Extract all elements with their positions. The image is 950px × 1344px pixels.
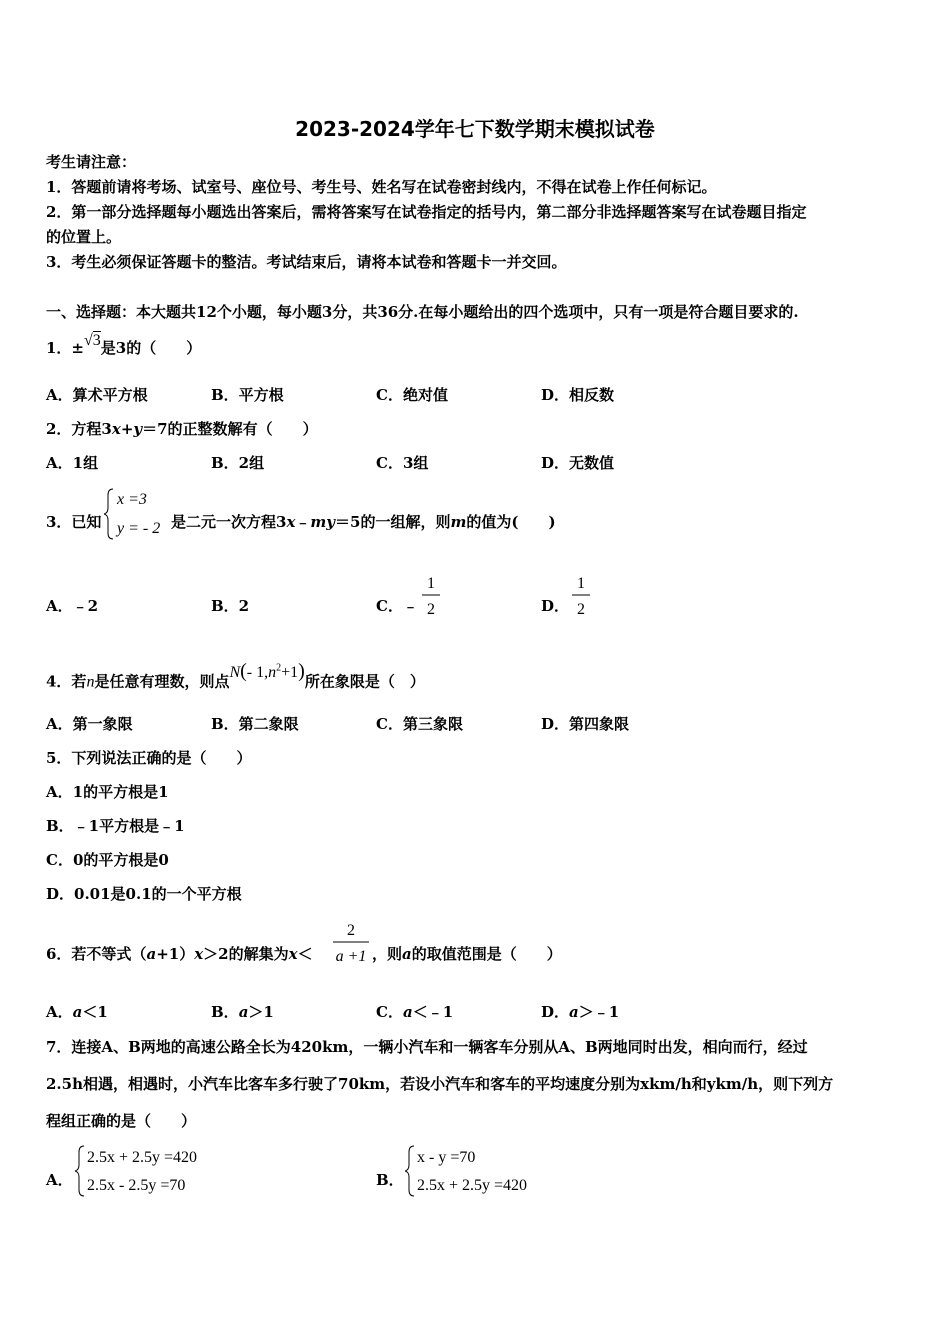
q4-point-name: N <box>229 664 241 682</box>
q1-radicand: 3 <box>92 332 101 349</box>
q6-var-x: x <box>194 945 204 963</box>
page-title: 2023-2024学年七下数学期末模拟试卷 <box>295 117 655 141</box>
q3-option-d-fraction <box>570 571 592 621</box>
q7b-line2: 2.5x + 2.5y =420 <box>417 1177 528 1194</box>
option-rest: ＜1 <box>82 1003 108 1021</box>
brace <box>75 1146 84 1196</box>
q2-option-c[interactable]: C．3组 <box>376 454 429 472</box>
q4-option-c[interactable]: C．第三象限 <box>376 715 463 733</box>
q2-text: ＝7的正整数解有（ ） <box>142 420 318 438</box>
q3-var-my: my <box>310 513 336 531</box>
option-label: A． <box>46 1003 73 1021</box>
q4-var-n: n <box>86 673 95 691</box>
option-label: B． <box>211 1003 239 1021</box>
q5-option-a[interactable]: A．1的平方根是1 <box>46 783 169 801</box>
q3-text: 的值为( ) <box>466 513 556 531</box>
notice-item: 2．第一部分选择题每小题选出答案后，需将答案写在试卷指定的括号内，第二部分非选择题答案写在试卷题目指定 <box>46 203 807 221</box>
question-4 <box>46 660 425 692</box>
q6-text: ＜ <box>297 945 313 963</box>
question-7-line: 程组正确的是（ ） <box>46 1112 197 1130</box>
q2-var-x: x <box>111 420 121 438</box>
option-rest: ＜﹣1 <box>412 1003 454 1021</box>
q7-option-a-label[interactable]: A． <box>46 1171 73 1189</box>
q4-point-y: +1 <box>281 664 299 682</box>
q4-option-b[interactable]: B．第二象限 <box>211 715 299 733</box>
q3-option-b[interactable]: B．2 <box>211 597 250 615</box>
q7-option-b-system[interactable] <box>405 1143 565 1199</box>
q7-option-a-system[interactable] <box>75 1143 235 1199</box>
brace <box>104 489 113 539</box>
notice-item: 的位置上。 <box>46 228 122 246</box>
question-7-line: 2.5h相遇，相遇时，小汽车比客车多行驶了70km，若设小汽车和客车的平均速度分别为xkm/h和ykm/h，则下列方 <box>46 1075 834 1093</box>
q1-prefix: 1．± <box>46 339 85 357</box>
q1-option-d[interactable]: D．相反数 <box>541 386 615 404</box>
option-rest: ＞﹣1 <box>578 1003 620 1021</box>
q2-text: + <box>120 420 134 438</box>
option-var: a <box>402 1003 413 1021</box>
q6-var-a: a <box>146 945 157 963</box>
q3-sys-line2: y = - 2 <box>117 520 161 537</box>
q3-text: ＝5的一组解，则 <box>335 513 451 531</box>
q7b-line1: x - y =70 <box>417 1149 476 1166</box>
q1-option-c[interactable]: C．绝对值 <box>376 386 448 404</box>
q6-option-c[interactable] <box>376 1002 453 1022</box>
option-var: a <box>238 1003 249 1021</box>
question-7-line: 7．连接A、B两地的高速公路全长为420km，一辆小汽车和一辆客车分别从A、B两地同时出发，相向而行，经过 <box>46 1038 808 1056</box>
q5-option-d[interactable]: D．0.01是0.1的一个平方根 <box>46 885 242 903</box>
q7a-line2: 2.5x - 2.5y =70 <box>87 1177 186 1194</box>
q4-text: 4．若 <box>46 672 87 691</box>
sqrt-symbol: √3 <box>84 332 101 349</box>
q1-suffix: 是3的（ ） <box>100 339 202 357</box>
q6-text: 6．若不等式（ <box>46 945 147 963</box>
fraction-numerator: 1 <box>577 575 585 592</box>
q4-point-n: n <box>268 664 277 682</box>
notice-item: 3．考生必须保证答题卡的整洁。考试结束后，请将本试卷和答题卡一并交回。 <box>46 253 567 271</box>
q3-prefix: 3．已知 <box>46 513 102 531</box>
notice-item: 1．答题前请将考场、试室号、座位号、考生号、姓名写在试卷密封线内，不得在试卷上作任何标记。 <box>46 178 717 196</box>
fraction-numerator: 2 <box>347 922 355 939</box>
notice-heading: 考生请注意： <box>46 153 137 171</box>
q7-option-b-label[interactable]: B． <box>376 1171 404 1189</box>
q6-option-b[interactable] <box>211 1002 274 1022</box>
q2-option-d[interactable]: D．无数值 <box>541 454 615 472</box>
option-label: D． <box>541 1003 570 1021</box>
q4-option-d[interactable]: D．第四象限 <box>541 715 630 733</box>
q3-stem <box>171 512 556 532</box>
option-rest: ＞1 <box>248 1003 274 1021</box>
question-5: 5．下列说法正确的是（ ） <box>46 749 252 767</box>
q4-text: 所在象限是（ ） <box>304 672 425 691</box>
fraction-numerator: 1 <box>427 575 435 592</box>
section-heading: 一、选择题：本大题共12个小题，每小题3分，共36分.在每小题给出的四个选项中，只有一项是符合题目要求的. <box>46 303 799 321</box>
fraction-denominator: 2 <box>577 601 585 618</box>
question-6 <box>46 944 313 964</box>
q5-option-c[interactable]: C．0的平方根是0 <box>46 851 169 869</box>
q6-var-a: a <box>402 945 412 963</box>
fraction-denominator: 2 <box>427 601 435 618</box>
q3-text: 是二元一次方程3 <box>171 513 287 531</box>
q3-var-m: m <box>450 513 467 531</box>
q6-text: ，则 <box>372 945 403 963</box>
q4-point-exp: 2 <box>276 663 282 674</box>
q3-system <box>104 486 170 542</box>
q3-var-x: x <box>286 513 296 531</box>
q3-text: ﹣ <box>295 513 311 531</box>
brace <box>405 1146 414 1196</box>
q6-option-a[interactable] <box>46 1002 108 1022</box>
q6-text: +1） <box>156 945 195 963</box>
q4-point: N(- $1,n^2+1$) <box>229 660 305 683</box>
q3-option-c-fraction <box>420 571 442 621</box>
q6-fraction <box>331 918 371 968</box>
q4-text: 是任意有理数，则点 <box>94 672 230 691</box>
q6-option-d[interactable] <box>541 1002 619 1022</box>
q6-text: 的取值范围是（ ） <box>411 945 562 963</box>
q2-var-y: y <box>133 420 143 438</box>
q6-stem-end <box>372 944 562 964</box>
q1-option-a[interactable]: A．算术平方根 <box>46 386 148 404</box>
q4-option-a[interactable]: A．第一象限 <box>46 715 133 733</box>
q5-option-b[interactable]: B．﹣1平方根是﹣1 <box>46 817 185 835</box>
q3-sys-line1: x =3 <box>117 491 147 508</box>
question-1 <box>46 332 202 359</box>
q3-option-c[interactable]: C．﹣ <box>376 597 418 615</box>
q2-text: 2．方程3 <box>46 420 112 438</box>
q6-var-x: x <box>288 945 298 963</box>
q3-option-a[interactable]: A．﹣2 <box>46 597 99 615</box>
q3-option-d[interactable]: D． <box>541 597 570 615</box>
q7a-line1: 2.5x + 2.5y =420 <box>87 1149 198 1166</box>
question-2 <box>46 419 318 439</box>
q4-point-x: - 1, <box>246 664 269 682</box>
option-label: C． <box>376 1003 403 1021</box>
fraction-denominator: a +1 <box>335 948 367 965</box>
q6-text: ＞2的解集为 <box>203 945 289 963</box>
q1-option-b[interactable]: B．平方根 <box>211 386 284 404</box>
option-var: a <box>72 1003 83 1021</box>
option-var: a <box>569 1003 579 1021</box>
q2-option-b[interactable]: B．2组 <box>211 454 265 472</box>
q2-option-a[interactable]: A．1组 <box>46 454 99 472</box>
